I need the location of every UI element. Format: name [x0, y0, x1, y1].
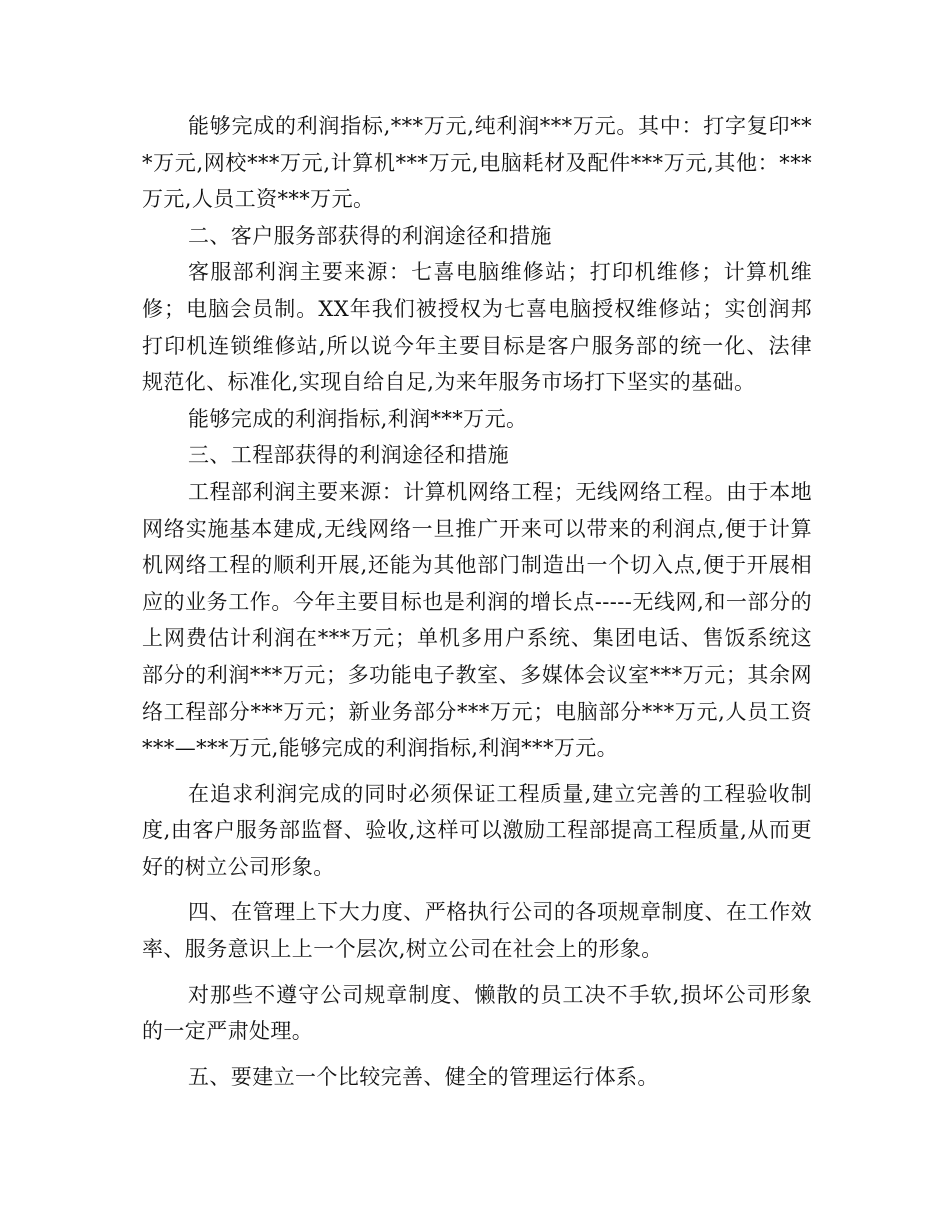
paragraph-discipline: 对那些不遵守公司规章制度、懒散的员工决不手软,损坏公司形象的一定严肃处理。: [142, 982, 812, 1044]
paragraph-profit-targets: 能够完成的利润指标,***万元,纯利润***万元。其中：打字复印***万元,网校***万元,计算机***万元,电脑耗材及配件***万元,其他：***万元,人员工资***万元。: [142, 114, 812, 212]
paragraph-engineering-quality: 在追求利润完成的同时必须保证工程质量,建立完善的工程验收制度,由客户服务部监督、验收,这样可以激励工程部提高工程质量,从而更好的树立公司形象。: [142, 781, 812, 879]
heading-management: 四、在管理上下大力度、严格执行公司的各项规章制度、在工作效率、服务意识上上一个层次,树立公司在社会上的形象。: [142, 900, 812, 962]
heading-customer-service: 二、客户服务部获得的利润途径和措施: [188, 223, 552, 248]
heading-management-system: 五、要建立一个比较完善、健全的管理运行体系。: [188, 1064, 659, 1089]
paragraph-customer-service-sources: 客服部利润主要来源：七喜电脑维修站；打印机维修；计算机维修；电脑会员制。XX年我们被授权为七喜电脑授权维修站；实创润邦打印机连锁维修站,所以说今年主要目标是客户服务部的统一化、法律规范化、标准化,实现自给自足,为来年服务市场打下坚实的基础。: [142, 260, 812, 395]
paragraph-customer-service-target: 能够完成的利润指标,利润***万元。: [188, 406, 528, 431]
heading-engineering: 三、工程部获得的利润途径和措施: [188, 443, 509, 468]
paragraph-engineering-sources: 工程部利润主要来源：计算机网络工程；无线网络工程。由于本地网络实施基本建成,无线网络一旦推广开来可以带来的利润点,便于计算机网络工程的顺利开展,还能为其他部门制造出一个切入点,便于开展相应的业务工作。今年主要目标也是利润的增长点-----无线网,和一部分的上网费估计利润在***万元；单机多用户系统、集团电话、售饭系统这部分的利润***万元；多功能电子教室、多媒体会议室***万元；其余网络工程部分***万元；新业务部分***万元；电脑部分***万元,人员工资***—***万元,能够完成的利润指标,利润***万元。: [142, 479, 812, 761]
document-body: [142, 108, 812, 1095]
